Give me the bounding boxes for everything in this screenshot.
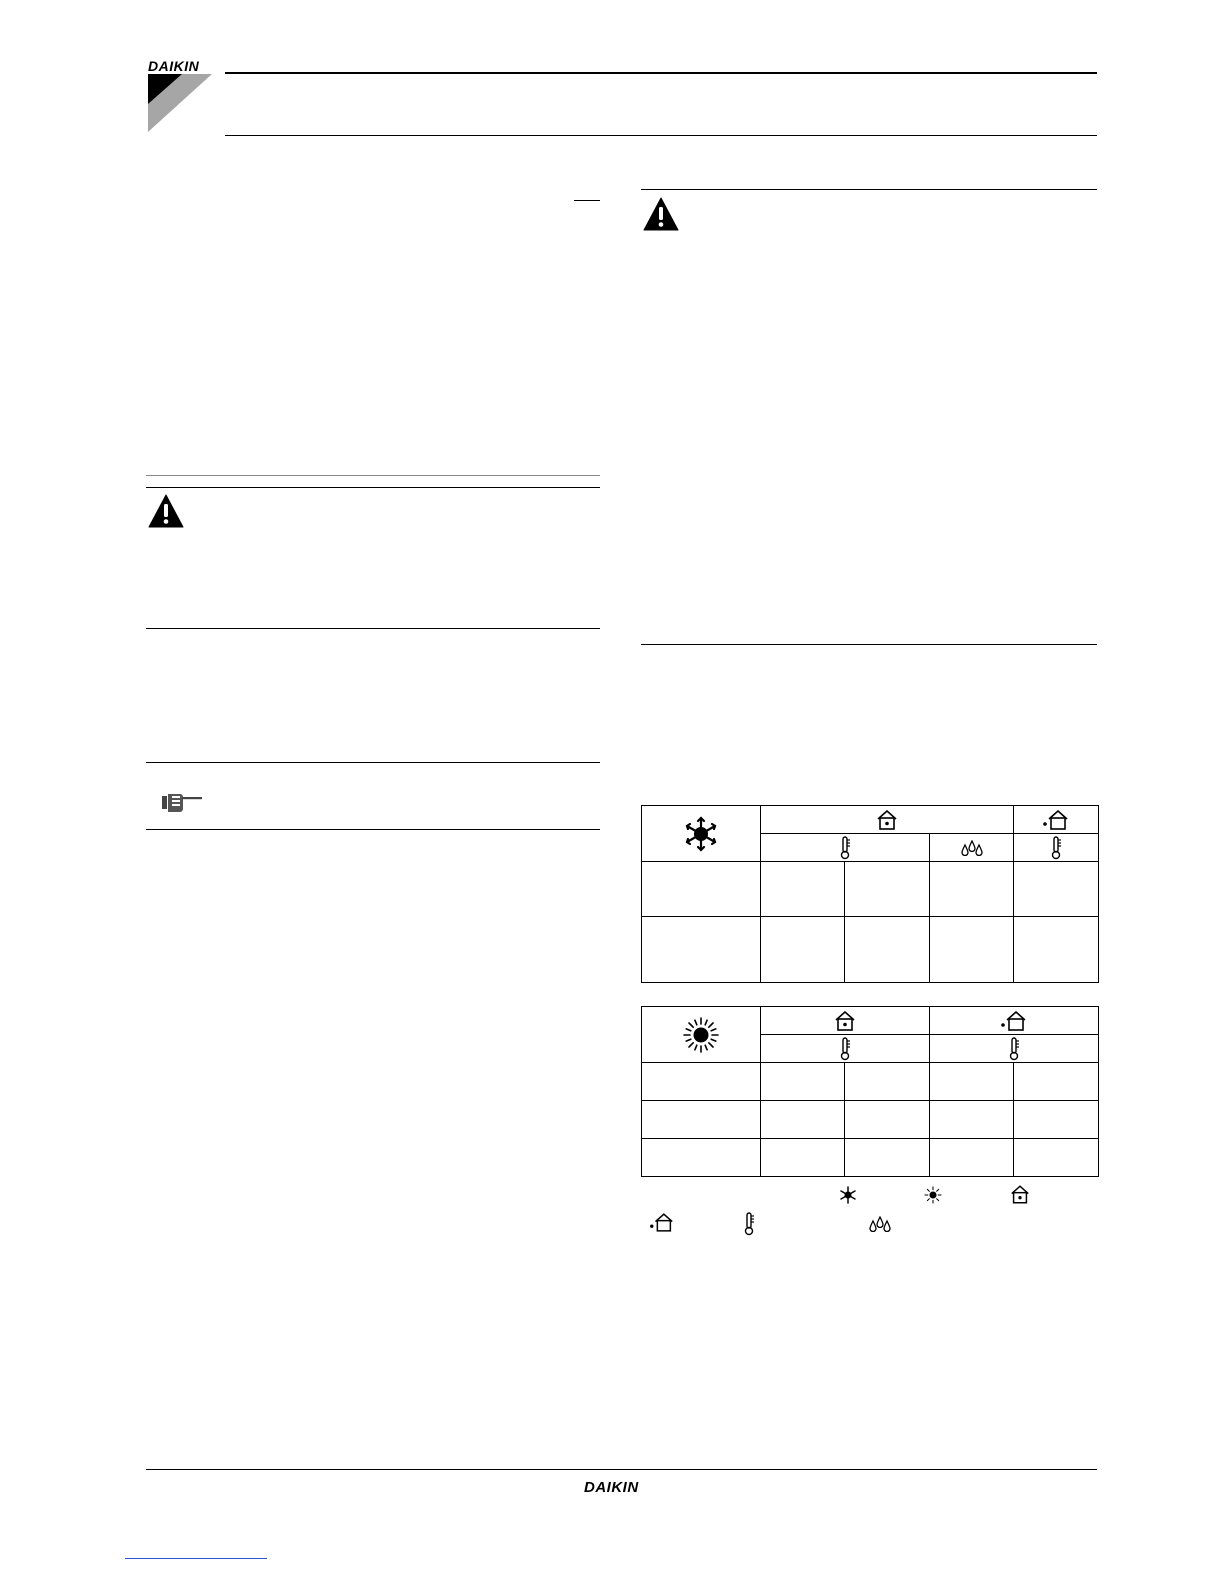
indoor-header-cell (761, 1007, 930, 1035)
warning-box-rule-top (146, 487, 600, 488)
cooling-conditions-table (641, 805, 1099, 983)
pointing-hand-icon (162, 791, 204, 813)
sun-icon (924, 1186, 942, 1204)
cooling-header-cell (642, 806, 761, 862)
header-logo (146, 58, 216, 134)
warning-triangle-icon (148, 494, 184, 528)
thermometer-icon (1008, 1037, 1020, 1061)
legend (641, 1184, 1098, 1240)
note-box-rule-top (146, 762, 600, 763)
outdoor-temp-header-cell (1014, 834, 1099, 862)
table-row (642, 1139, 1099, 1177)
table-row (642, 1063, 1099, 1101)
indoor-temp-header-cell (761, 834, 930, 862)
house-icon (875, 810, 899, 830)
outdoor-house-icon (649, 1213, 675, 1232)
warning-box-rule-bottom (146, 628, 600, 629)
outdoor-house-icon (1000, 1011, 1028, 1031)
footer-rule (146, 1469, 1097, 1470)
outdoor-header-cell (1014, 806, 1099, 834)
snowflake-icon (839, 1186, 857, 1204)
house-icon (1009, 1185, 1031, 1204)
right-warning-rule-top (641, 189, 1097, 190)
heating-header-cell (642, 1007, 761, 1063)
thermometer-icon (1050, 836, 1062, 860)
short-rule (574, 200, 600, 201)
thermometer-icon (839, 1037, 851, 1061)
water-drops-icon (869, 1216, 891, 1232)
outdoor-house-icon (1042, 810, 1070, 830)
right-warning-rule-bottom (641, 644, 1097, 645)
link-underline[interactable] (125, 1558, 267, 1559)
outdoor-temp-header-cell (930, 1035, 1099, 1063)
header-rule-bottom (225, 135, 1097, 136)
warning-triangle-icon (643, 197, 679, 231)
header-rule-top (225, 72, 1097, 74)
header-brand-wordmark: DAIKIN (148, 58, 200, 74)
thermometer-icon (743, 1212, 755, 1236)
outdoor-header-cell (930, 1007, 1099, 1035)
snowflake-icon (683, 816, 719, 852)
water-drops-icon (961, 840, 983, 856)
table-row (642, 1101, 1099, 1139)
note-box-rule-bottom (146, 829, 600, 830)
house-icon (833, 1011, 857, 1031)
thermometer-icon (839, 836, 851, 860)
indoor-header-cell (761, 806, 1014, 834)
section-rule (146, 475, 600, 476)
sun-icon (682, 1016, 720, 1054)
footer-brand-wordmark: DAIKIN (584, 1479, 639, 1496)
indoor-temp-header-cell (761, 1035, 930, 1063)
heating-conditions-table (641, 1006, 1099, 1177)
table-row (642, 916, 1099, 982)
table-row (642, 862, 1099, 916)
indoor-humidity-header-cell (930, 834, 1014, 862)
